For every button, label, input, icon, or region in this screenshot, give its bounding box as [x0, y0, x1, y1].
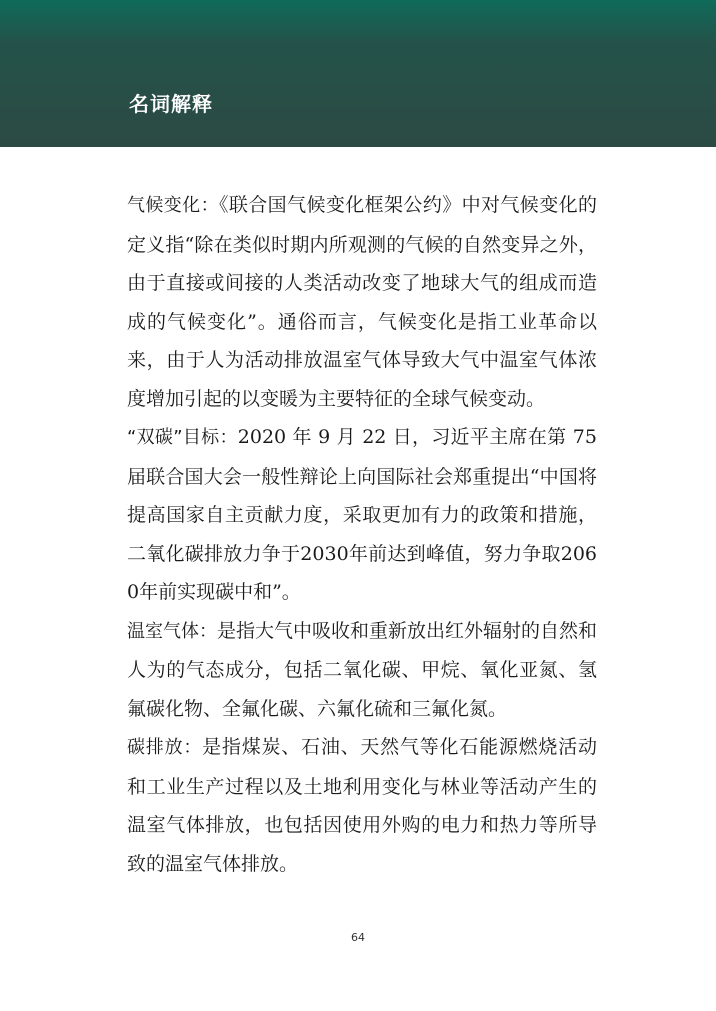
glossary-entry-climate-change	[127, 186, 597, 418]
glossary-entry-carbon-emission	[127, 728, 597, 883]
term-label: 气候变化：	[127, 195, 219, 216]
term-label: 碳排放：	[127, 737, 203, 758]
page-title: 名词解释	[129, 92, 213, 116]
term-definition: 2020 年 9 月 22 日，习近平主席在第 75 届联合国大会一般性辩论上向国际社会郑重提出“中国将提高国家自主贡献力度，采取更加有力的政策和措施，二氧化碳排放力争于2030年前达到峰值，努力争取2060年前实现碳中和”。	[127, 426, 597, 603]
term-label: “双碳”目标：	[127, 427, 238, 448]
page-number: 64	[351, 931, 365, 944]
header-band	[0, 0, 716, 147]
glossary-content	[127, 186, 597, 883]
term-definition: 是指大气中吸收和重新放出红外辐射的自然和人为的气态成分，包括二氧化碳、甲烷、氧化亚氮、氢氟碳化物、全氟化碳、六氟化硫和三氟化氮。	[127, 619, 598, 720]
term-definition: 《联合国气候变化框架公约》中对气候变化的定义指“除在类似时期内所观测的气候的自然变异之外，由于直接或间接的人类活动改变了地球大气的组成而造成的气候变化”。通俗而言，气候变化是指工业革命以来，由于人为活动排放温室气体导致大气中温室气体浓度增加引起的以变暖为主要特征的全球气候变动。	[127, 194, 597, 410]
glossary-entry-greenhouse-gas	[127, 612, 597, 729]
glossary-entry-dual-carbon	[127, 418, 597, 612]
term-label: 温室气体：	[127, 620, 217, 642]
term-definition: 是指煤炭、石油、天然气等化石能源燃烧活动和工业生产过程以及土地利用变化与林业等活动产生的温室气体排放，也包括因使用外购的电力和热力等所导致的温室气体排放。	[127, 736, 597, 875]
